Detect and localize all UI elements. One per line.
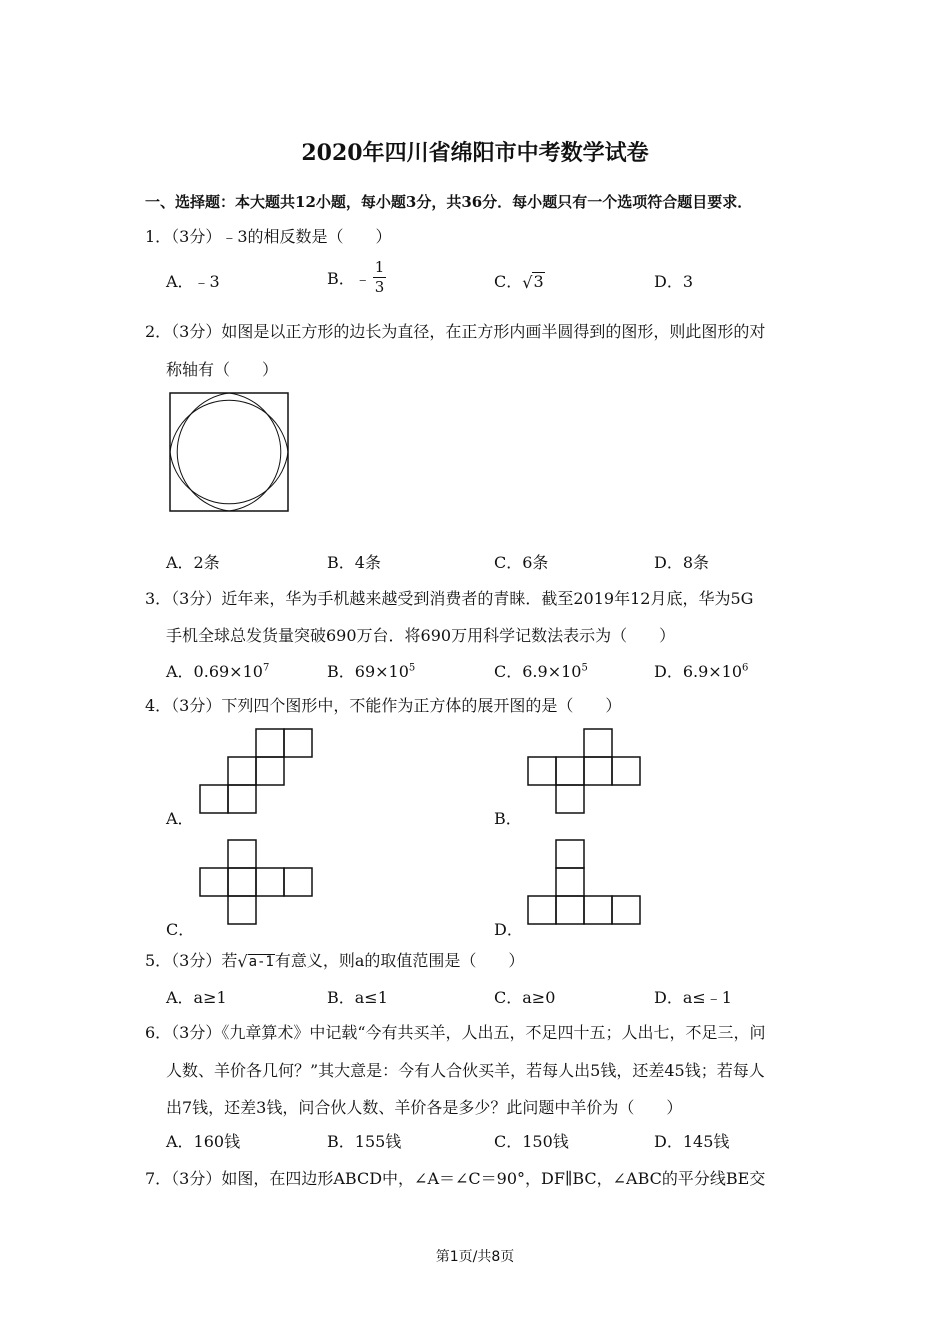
q3-option-d-exponent: 6 (742, 662, 749, 674)
question-5-prefix: 5．（3分）若 (145, 951, 238, 970)
q2-option-b: B．4条 (327, 553, 381, 572)
q1-option-b (327, 260, 386, 295)
q3-option-c-base: C．6.9×10 (494, 662, 582, 681)
cube-net-c-figure (198, 839, 314, 928)
question-4-stem: 4．（3分）下列四个图形中，不能作为正方体的展开图的是（ ） (145, 696, 622, 715)
q6-option-b: B．155钱 (327, 1132, 402, 1151)
question-6-stem-line3: 出7钱，还差3钱，问合伙人数、羊价各是多少？此问题中羊价为（ ） (166, 1098, 683, 1117)
q1-option-c (494, 269, 545, 292)
section-heading: 一、选择题：本大题共12小题，每小题3分，共36分．每小题只有一个选项符合题目要求． (145, 193, 753, 211)
question-2-stem-line2: 称轴有（ ） (166, 360, 279, 379)
question-7-stem-line1: 7．（3分）如图，在四边形ABCD中，∠A＝∠C＝90°，DF∥BC，∠ABC的平分线BE交 (145, 1169, 766, 1188)
q4-option-d: D． (494, 920, 523, 939)
question-1-stem: 1．（3分）﹣3的相反数是（ ） (145, 227, 392, 246)
q5-option-d: D．a≤﹣1 (654, 988, 732, 1007)
cube-net-b-figure (526, 728, 643, 817)
petal-square-figure (168, 391, 292, 515)
page-title: 2020年四川省绵阳市中考数学试卷 (301, 140, 649, 166)
q2-option-d: D．8条 (654, 553, 710, 572)
q4-option-c: C． (166, 920, 195, 939)
q5-option-a: A．a≥1 (166, 988, 227, 1007)
question-5-suffix: 有意义，则a的取值范围是（ ） (274, 951, 525, 970)
q6-option-a: A．160钱 (166, 1132, 241, 1151)
q3-option-a-exponent: 7 (262, 662, 270, 674)
q4-option-a: A． (166, 809, 194, 828)
q1-option-a: A．﹣3 (166, 272, 220, 291)
q1-fraction-denominator: 3 (374, 278, 385, 296)
cube-net-a-figure (198, 728, 314, 817)
q1-radicand: 3 (533, 272, 544, 291)
sqrt-icon: √ (522, 273, 533, 292)
q3-option-b-base: B．69×10 (327, 662, 409, 681)
question-5-stem (145, 948, 524, 971)
question-6-stem-line1: 6．（3分）《九章算术》中记载“今有共买羊，人出五，不足四十五；人出七，不足三，问 (145, 1023, 766, 1042)
q6-option-c: C．150钱 (494, 1132, 569, 1151)
q2-option-a: A．2条 (166, 553, 220, 572)
q2-option-c: C．6条 (494, 553, 549, 572)
q3-option-b-exponent: 5 (408, 662, 416, 674)
q1-option-c-prefix: C． (494, 272, 523, 291)
q5-option-b: B．a≤1 (327, 988, 388, 1007)
q3-option-c-exponent: 5 (581, 662, 588, 674)
q1-option-d: D．3 (654, 272, 694, 291)
q3-option-d-base: D．6.9×10 (654, 662, 743, 681)
q1-option-b-prefix: B．﹣ (327, 269, 371, 288)
q4-option-b: B． (494, 809, 522, 828)
sqrt-icon: √ (237, 952, 248, 971)
q3-option-d (654, 659, 748, 682)
q3-option-a (166, 659, 269, 682)
q1-fraction (373, 260, 387, 295)
question-2-stem-line1: 2．（3分）如图是以正方形的边长为直径，在正方形内画半圆得到的图形，则此图形的对 (145, 322, 766, 341)
cube-net-d-figure (526, 839, 643, 928)
q3-option-a-base: A．0.69×10 (166, 662, 263, 681)
q3-option-b (327, 659, 415, 682)
page-footer: 第1页/共8页 (435, 1249, 515, 1265)
question-6-stem-line2: 人数、羊价各几何？”其大意是：今有人合伙买羊，若每人出5钱，还差45钱；若每人 (166, 1061, 765, 1080)
question-3-stem-line1: 3．（3分）近年来，华为手机越来越受到消费者的青睐．截至2019年12月底，华为5G (145, 589, 754, 608)
q5-radicand: a-1 (248, 954, 274, 970)
q6-option-d: D．145钱 (654, 1132, 730, 1151)
question-3-stem-line2: 手机全球总发货量突破690万台．将690万用科学记数法表示为（ ） (166, 626, 676, 645)
q5-option-c: C．a≥0 (494, 988, 556, 1007)
q1-fraction-numerator: 1 (374, 258, 385, 276)
q3-option-c (494, 659, 588, 682)
